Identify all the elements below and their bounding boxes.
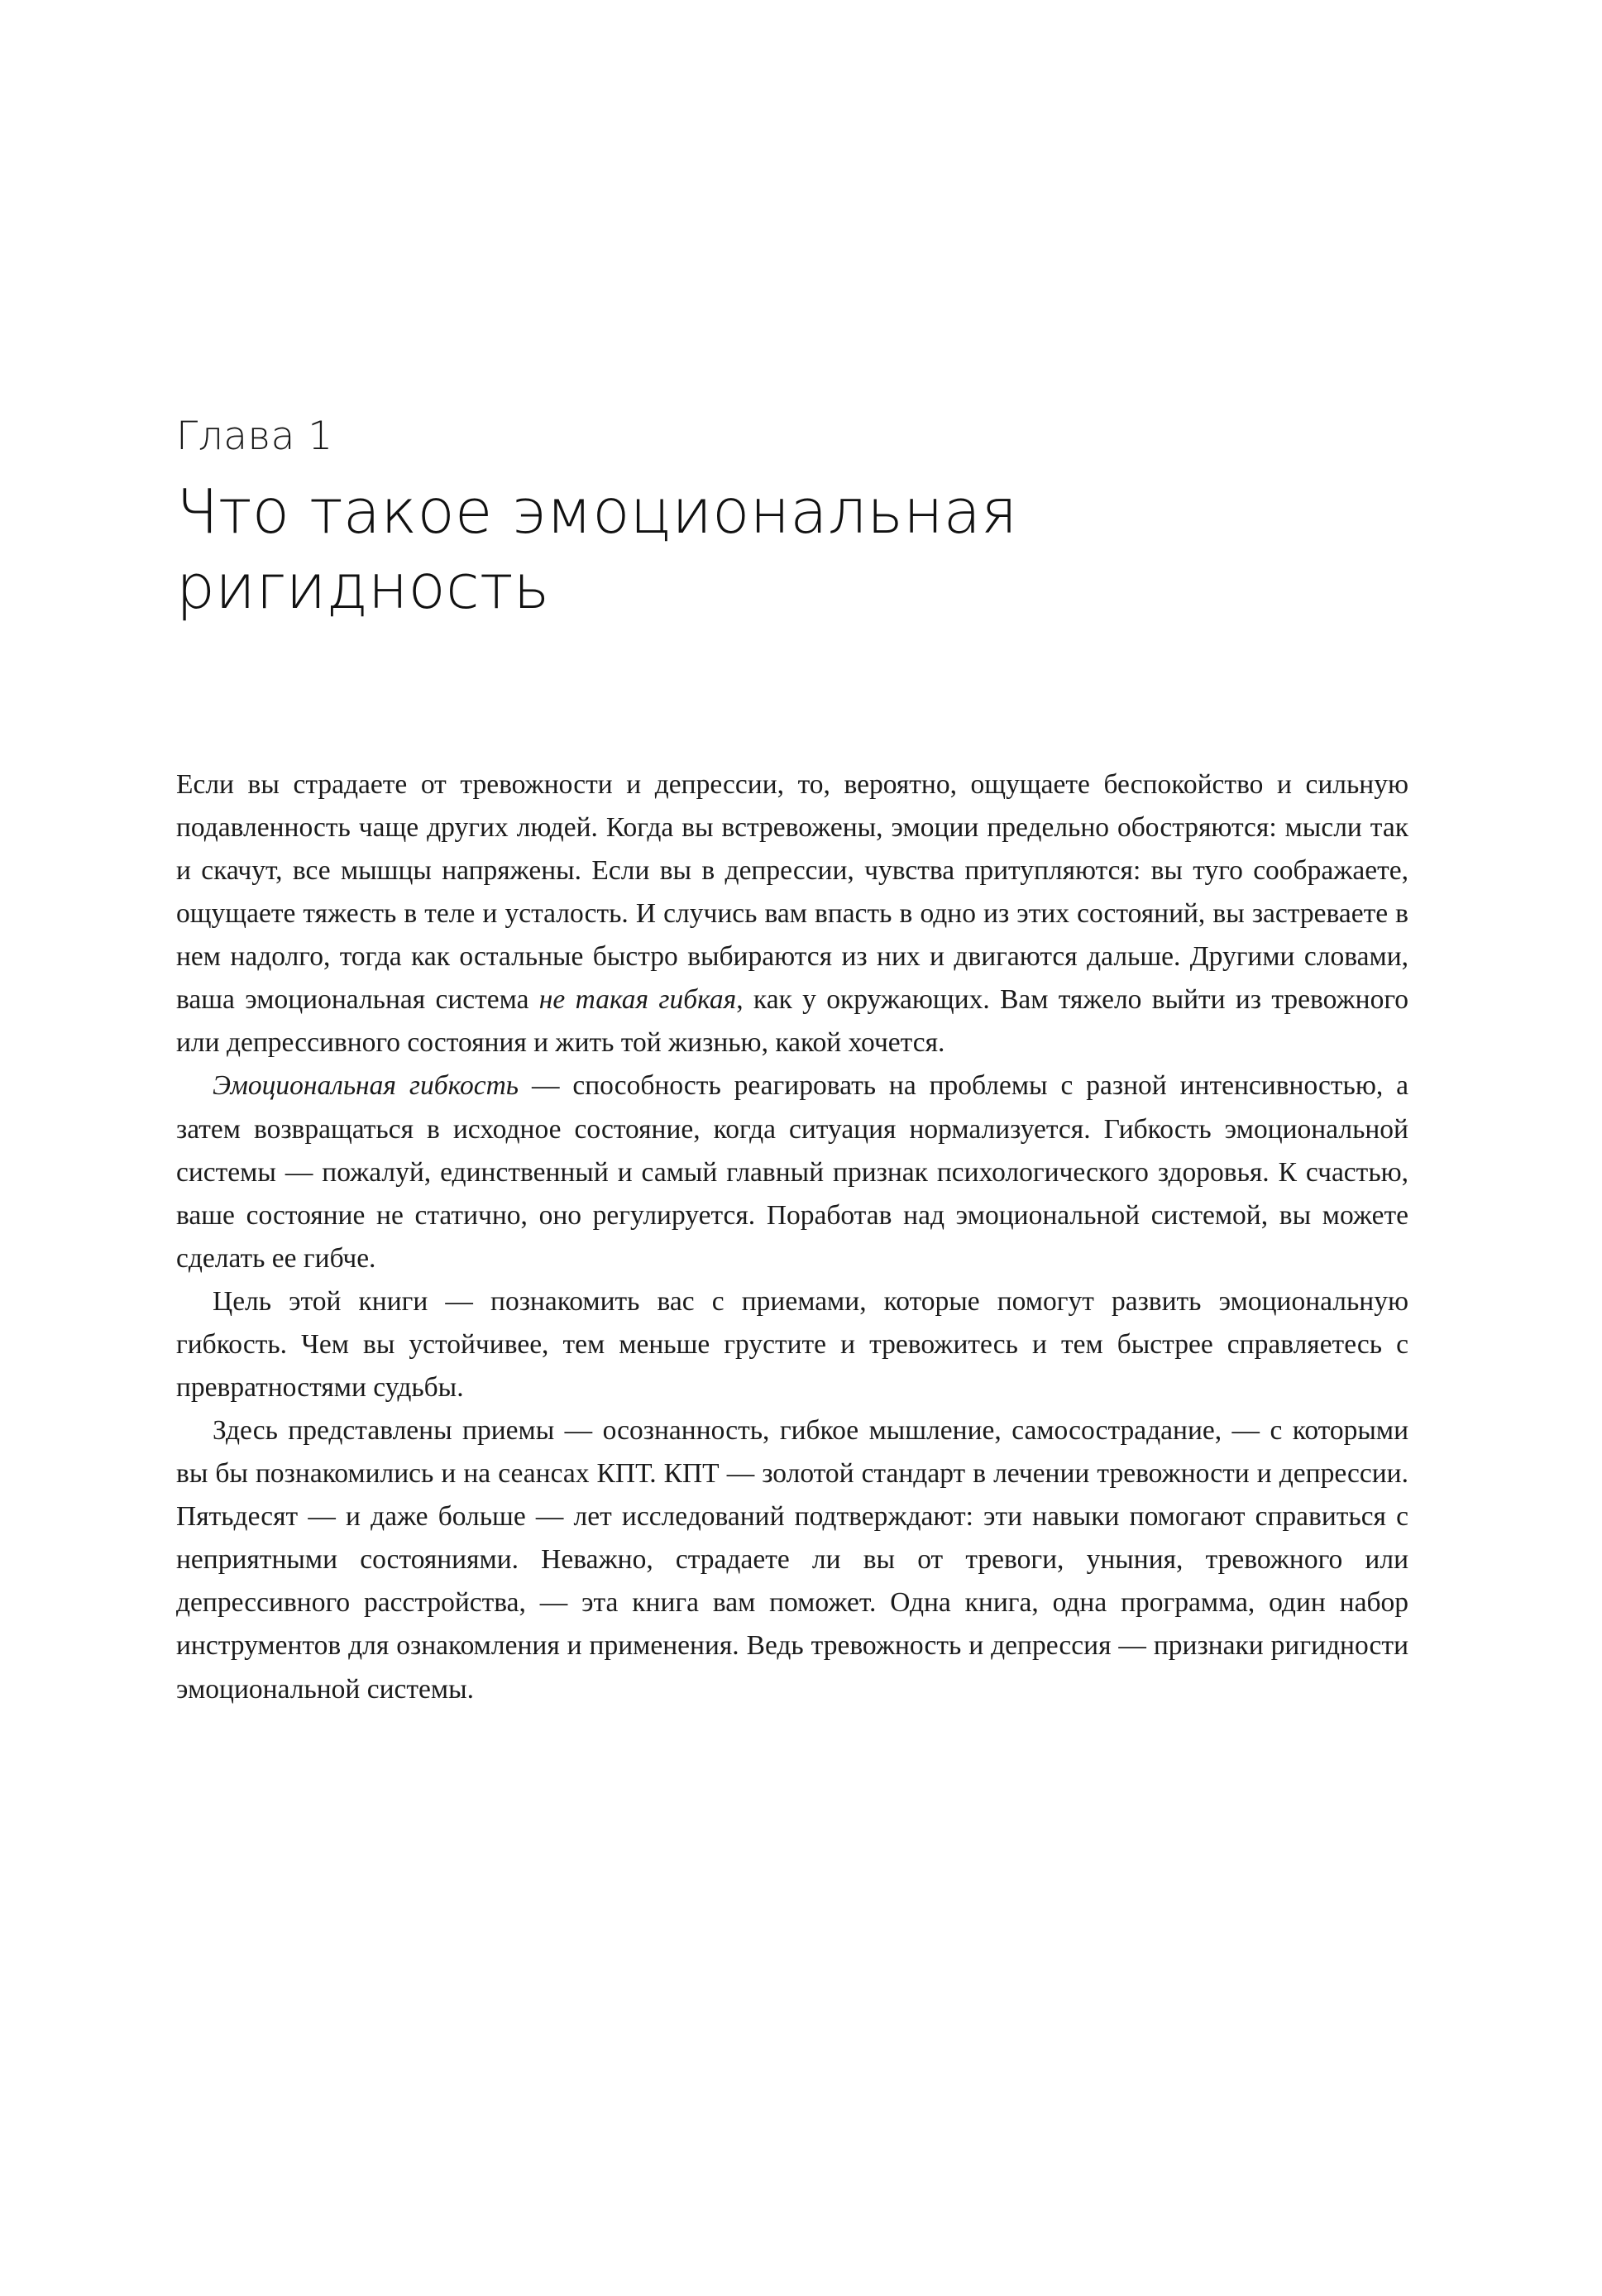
page-content	[176, 414, 1408, 1711]
paragraph-4-text: Здесь представлены приемы — осознанность, гибкое мышление, самосострадание, — с которыми вы бы познакомились и на сеансах КПТ. КПТ — золотой стандарт в лечении тревожности и депрессии. Пятьдесят — и даже больше — лет исследований подтверждают: эти навыки помогают справиться с неприятными состояниями. Неважно, страдаете ли вы от тревоги, уныния, тревожного или депрессивного расстройства, — эта книга вам поможет. Одна книга, одна программа, один набор инструментов для ознакомления и применения. Ведь тревожность и депрессия — признаки ригидности эмоциональной системы.	[176, 1415, 1408, 1705]
paragraph-2-text: Эмоциональная гибкость — способность реагировать на проблемы с разной интенсивностью, а затем возвращаться в исходное состояние, когда ситуация нормализуется. Гибкость эмоциональной системы — пожалуй, единственный и самый главный признак психологического здоровья. К счастью, ваше состояние не статично, оно регулируется. Поработав над эмоциональной системой, вы можете сделать ее гибче.	[176, 1070, 1409, 1274]
body-text	[176, 763, 1408, 1711]
paragraph-3	[176, 1280, 1408, 1409]
paragraph-1-text: Если вы страдаете от тревожности и депрессии, то, вероятно, ощущаете беспокойство и сильную подавленность чаще других людей. Когда вы встревожены, эмоции предельно обостряются: мысли так и скачут, все мышцы напряжены. Если вы в депрессии, чувства притупляются: вы туго соображаете, ощущаете тяжесть в теле и усталость. И случись вам впасть в одно из этих состояний, вы застреваете в нем надолго, тогда как остальные быстро выбираются из них и двигаются дальше. Другими словами, ваша эмоциональная система не такая гибкая, как у окружающих. Вам тяжело выйти из тревожного или депрессивного состояния и жить той жизнью, какой хочется.	[176, 768, 1409, 1059]
paragraph-4	[176, 1409, 1408, 1711]
chapter-title: Что такое эмоциональная ригидность	[176, 476, 1018, 623]
paragraph-2	[176, 1064, 1408, 1280]
paragraph-1	[176, 763, 1408, 1065]
paragraph-3-text: Цель этой книги — познакомить вас с приемами, которые помогут развить эмоциональную гибкость. Чем вы устойчивее, тем меньше грустите и тревожитесь и тем быстрее справляетесь с превратностями судьбы.	[176, 1285, 1408, 1404]
chapter-label: Глава 1	[176, 414, 333, 459]
